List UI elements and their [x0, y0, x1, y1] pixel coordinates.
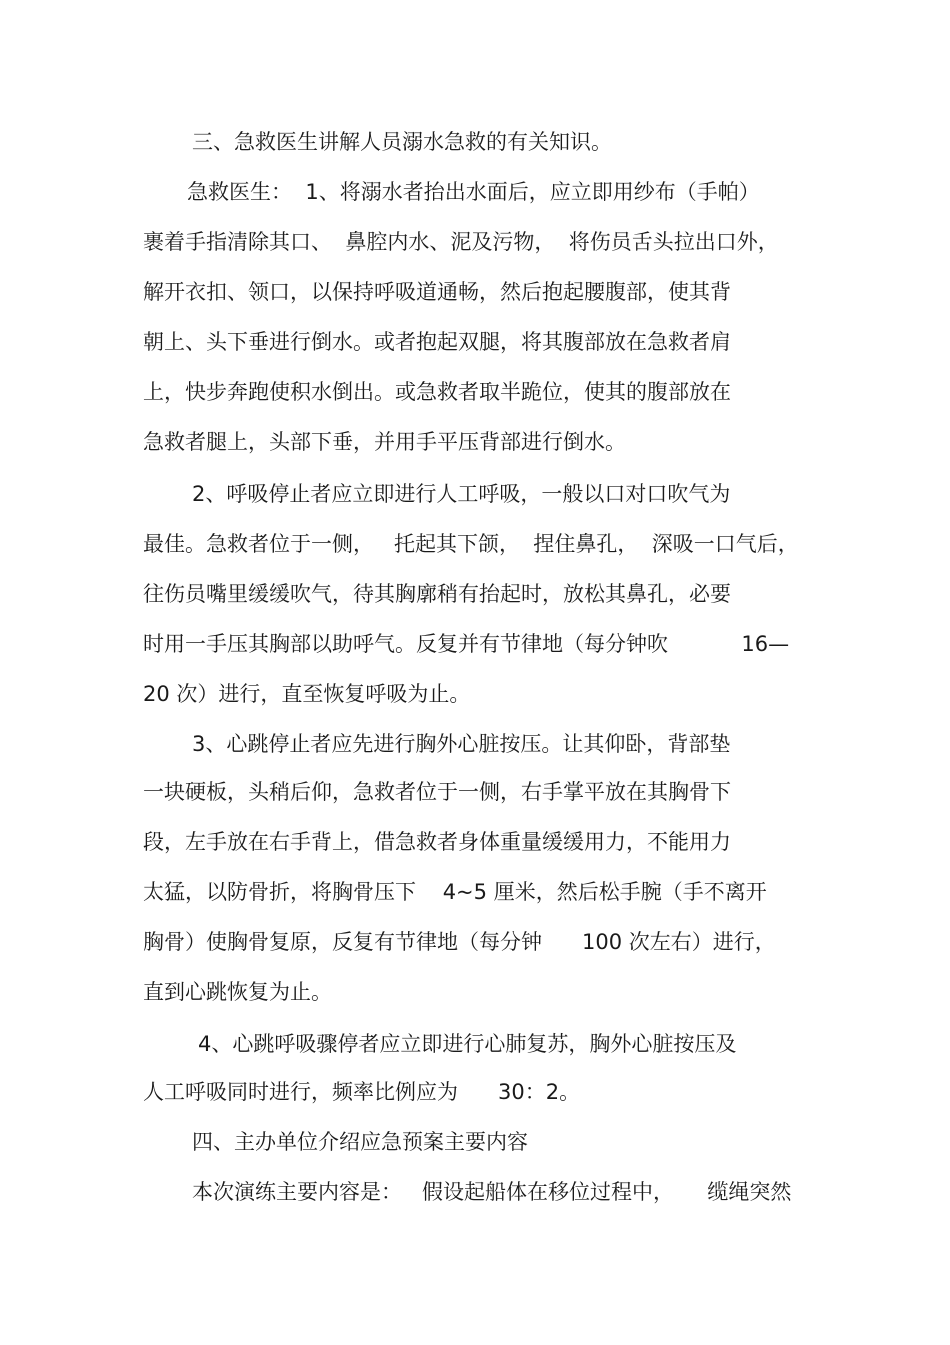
text-line: 太猛，以防骨折，将胸骨压下 4~5 厘米，然后松手腕（手不离开	[143, 880, 767, 904]
text-line: 朝上、头下垂进行倒水。或者抱起双腿，将其腹部放在急救者肩	[143, 330, 731, 354]
text-line: 三、急救医生讲解人员溺水急救的有关知识。	[192, 130, 612, 154]
text-line: 时用一手压其胸部以助呼气。反复并有节律地（每分钟吹 16—	[143, 632, 790, 656]
text-line: 3、心跳停止者应先进行胸外心脏按压。让其仰卧，背部垫	[192, 732, 731, 756]
section-heading: 四、主办单位介绍应急预案主要内容	[192, 1130, 528, 1154]
text-line: 最佳。急救者位于一侧， 托起其下颌， 捏住鼻孔， 深吸一口气后，	[143, 532, 799, 556]
text-line: 胸骨）使胸骨复原，反复有节律地（每分钟 100 次左右）进行，	[143, 930, 776, 954]
text-line: 一块硬板，头稍后仰，急救者位于一侧，右手掌平放在其胸骨下	[143, 780, 731, 804]
text-line: 往伤员嘴里缓缓吹气，待其胸廓稍有抬起时，放松其鼻孔，必要	[143, 582, 731, 606]
text-line: 解开衣扣、领口，以保持呼吸道通畅，然后抱起腰腹部，使其背	[143, 280, 731, 304]
text-line: 4、心跳呼吸骤停者应立即进行心肺复苏，胸外心脏按压及	[198, 1032, 737, 1056]
text-line: 直到心跳恢复为止。	[143, 980, 332, 1004]
text-line: 20 次）进行，直至恢复呼吸为止。	[143, 682, 471, 706]
text-line: 人工呼吸同时进行，频率比例应为 30：2。	[143, 1080, 581, 1104]
text-line: 本次演练主要内容是： 假设起船体在移位过程中， 缆绳突然	[192, 1180, 792, 1204]
text-line: 段，左手放在右手背上，借急救者身体重量缓缓用力，不能用力	[143, 830, 731, 854]
text-line: 急救医生： 1、将溺水者抬出水面后，应立即用纱布（手帕）	[187, 180, 760, 204]
text-line: 急救者腿上，头部下垂，并用手平压背部进行倒水。	[143, 430, 626, 454]
text-line: 裹着手指清除其口、 鼻腔内水、泥及污物， 将伤员舌头拉出口外，	[143, 230, 779, 254]
text-line: 上，快步奔跑使积水倒出。或急救者取半跪位，使其的腹部放在	[143, 380, 731, 404]
text-line: 2、呼吸停止者应立即进行人工呼吸，一般以口对口吹气为	[192, 482, 731, 506]
